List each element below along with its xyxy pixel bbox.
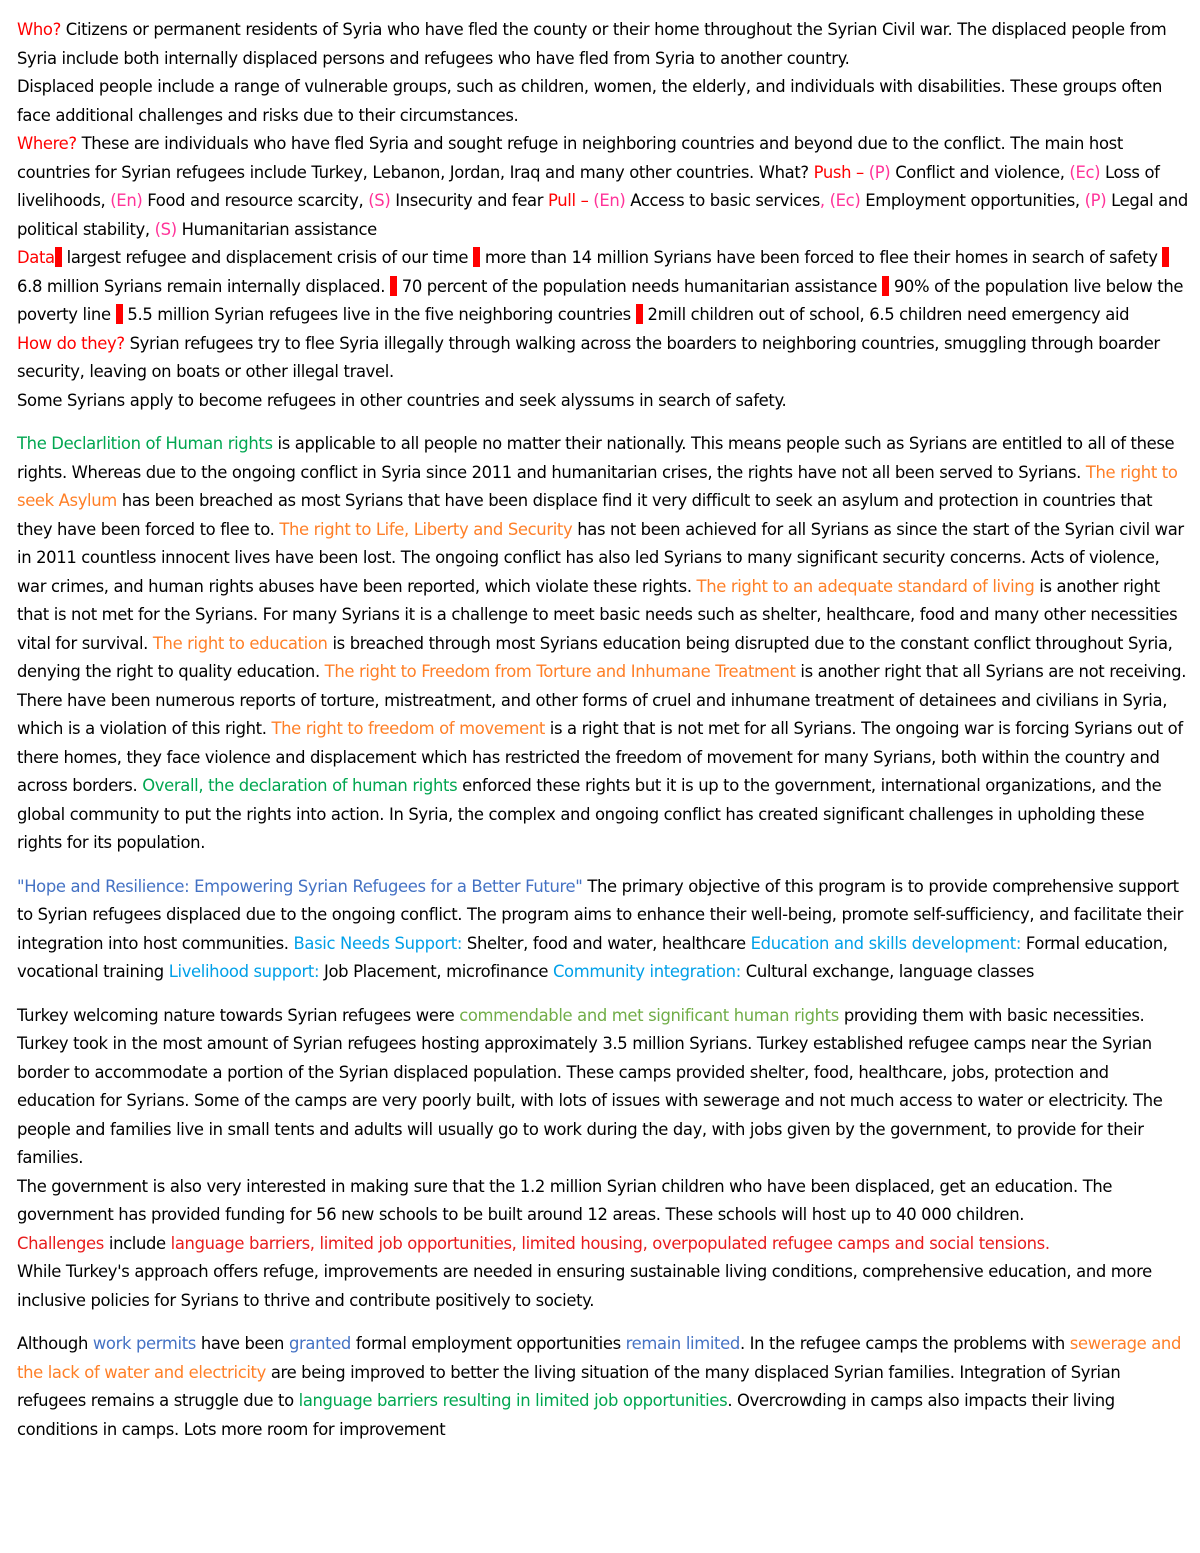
right-movement: The right to freedom of movement bbox=[271, 719, 545, 738]
conclusion-highlight: remain limited bbox=[625, 1334, 740, 1353]
push-tag: (S) bbox=[368, 191, 391, 210]
human-rights-paragraph bbox=[17, 430, 1189, 858]
how-text: Syrian refugees try to flee Syria illegally through walking across the boarders to neighboring countries, smuggling through boarder security, leaving on boats or other illegal travel. bbox=[17, 333, 1160, 381]
push-item: Loss of livelihoods, bbox=[17, 162, 1160, 210]
how-paragraph bbox=[17, 330, 1189, 387]
right-education: The right to education bbox=[152, 633, 328, 653]
rights-text: has been breached as most Syrians that have been displace find it very difficult to seek an asylum and protection in countries that they have been forced to flee to. bbox=[17, 491, 1153, 539]
pull-tag: (P) bbox=[1084, 191, 1107, 210]
highlight-mark bbox=[116, 304, 123, 324]
rights-heading: The Declarlition of Human rights bbox=[17, 434, 273, 453]
highlight-mark bbox=[473, 247, 480, 267]
data-label: Data bbox=[17, 248, 55, 267]
pull-item: Legal and political stability, bbox=[17, 191, 1188, 239]
where-paragraph bbox=[17, 130, 1189, 244]
pull-tag: , (Ec) bbox=[819, 191, 861, 210]
how-paragraph-2 bbox=[17, 387, 1189, 416]
program-paragraph bbox=[17, 873, 1189, 987]
program-text: Formal education, vocational training bbox=[17, 933, 1168, 981]
data-item: 5.5 million Syrian refugees live in the five neighboring countries bbox=[122, 305, 636, 324]
program-text: The primary objective of this program is to provide comprehensive support to Syrian refugees displaced due to the ongoing conflict. The program aims to enhance their well-being, promote self-sufficiency, and facilitate their integration into host communities. bbox=[17, 876, 1184, 953]
where-label: Where? bbox=[17, 134, 77, 153]
conclusion-text: . In the refugee camps the problems with bbox=[739, 1334, 1070, 1353]
highlight-mark bbox=[882, 276, 889, 296]
turkey-text: The government is also very interested in making sure that the 1.2 million Syrian children who have been displaced, get an education. The government has provided funding for 56 new schools to be built around 12 areas. These schools will host up to 40 000 children. bbox=[17, 1176, 1113, 1224]
highlight-mark bbox=[636, 304, 643, 324]
right-torture: The right to Freedom from Torture and Inhumane Treatment bbox=[324, 662, 796, 681]
rights-text: has not been achieved for all Syrians as since the start of the Syrian civil war in 2011 countless innocent lives have been lost. The ongoing conflict has also led Syrians to many significant security concerns. Acts of violence, war crimes, and human rights abuses have been reported, which violate these rights. bbox=[17, 519, 1184, 596]
challenges-label: Challenges bbox=[17, 1233, 104, 1253]
push-item: Insecurity and fear bbox=[390, 191, 549, 210]
how-label: How do they? bbox=[17, 333, 125, 353]
rights-text: is a right that is not met for all Syrians. The ongoing war is forcing Syrians out of there homes, they face violence and displacement which has restricted the freedom of movement for many Syrians, both within the country and across borders. bbox=[17, 719, 1183, 795]
right-living: The right to an adequate standard of living bbox=[696, 576, 1035, 596]
push-item: Conflict and violence, bbox=[890, 162, 1070, 182]
data-item: 70 percent of the population needs humanitarian assistance bbox=[396, 276, 882, 296]
turkey-paragraph bbox=[17, 1002, 1189, 1173]
data-item: 90% of the population live below the poverty line bbox=[17, 276, 1184, 324]
pull-tag: (En) bbox=[593, 191, 626, 210]
turkey-text: While Turkey's approach offers refuge, improvements are needed in ensuring sustainable living conditions, comprehensive education, and more inclusive policies for Syrians to thrive and contribute positively to society. bbox=[17, 1262, 1152, 1310]
conclusion-text: . Overcrowding in camps also impacts their living conditions in camps. Lots more room for improvement bbox=[17, 1391, 1115, 1439]
right-asylum: The right to seek Asylum bbox=[17, 462, 1178, 510]
conclusion-orange: sewerage and the lack of water and electricity bbox=[17, 1334, 1182, 1382]
challenges-list: language barriers, limited job opportunities, limited housing, overpopulated refugee camps and social tensions. bbox=[170, 1233, 1050, 1253]
turkey-text: Turkey welcoming nature towards Syrian refugees were bbox=[17, 1005, 460, 1025]
right-life: The right to Life, Liberty and Security bbox=[279, 519, 573, 539]
program-heading: Education and skills development: bbox=[750, 933, 1022, 953]
program-text: Shelter, food and water, healthcare bbox=[462, 933, 751, 953]
data-item: largest refugee and displacement crisis of our time bbox=[61, 248, 474, 267]
highlight-mark bbox=[1162, 247, 1169, 267]
pull-item: Humanitarian assistance bbox=[176, 219, 377, 239]
turkey-text: providing them with basic necessities. Turkey took in the most amount of Syrian refugees hosting approximately 3.5 million Syrians. Turkey established refugee camps near the Syrian border to accommodate a portion of the Syrian displaced population. These camps provided shelter, food, healthcare, jobs, protection and education for Syrians. Some of the camps are very poorly built, with lots of issues with sewerage and not much access to water or electricity. The people and families live in small tents and adults will usually go to work during the day, with jobs given by the government, to provide for their families. bbox=[17, 1005, 1163, 1167]
conclusion-green: language barriers resulting in limited job opportunities bbox=[298, 1391, 728, 1410]
program-heading: Basic Needs Support: bbox=[293, 933, 463, 953]
conclusion-paragraph bbox=[17, 1330, 1189, 1444]
turkey-paragraph-2 bbox=[17, 1173, 1189, 1230]
conclusion-text: are being improved to better the living situation of the many displaced Syrian families. Integration of Syrian refugees remains a struggle due to bbox=[17, 1362, 1121, 1410]
conclusion-text: formal employment opportunities bbox=[350, 1334, 626, 1353]
highlight-mark bbox=[55, 247, 62, 267]
who-text: Citizens or permanent residents of Syria who have fled the county or their home throughout the Syrian Civil war. The displaced people from Syria include both internally displaced persons and refugees who have fled from Syria to another country. bbox=[17, 20, 1167, 68]
program-heading: Livelihood support: bbox=[168, 962, 320, 981]
push-item: Food and resource scarcity, bbox=[142, 191, 369, 210]
highlight-mark bbox=[390, 276, 397, 296]
who-text-2: Displaced people include a range of vulnerable groups, such as children, women, the elderly, and individuals with disabilities. These groups often face additional challenges and risks due to their circumstances. bbox=[17, 77, 1163, 125]
data-paragraph bbox=[17, 244, 1189, 330]
turkey-highlight: commendable and met significant human rights bbox=[459, 1005, 839, 1025]
push-tag: (P) bbox=[868, 162, 891, 182]
data-item: more than 14 million Syrians have been forced to flee their homes in search of safety bbox=[480, 248, 1163, 267]
data-item: 2mill children out of school, 6.5 children need emergency aid bbox=[642, 305, 1130, 324]
conclusion-highlight: granted bbox=[288, 1334, 351, 1353]
conclusion-text: have been bbox=[195, 1334, 289, 1353]
rights-text: is another right that all Syrians are not receiving. There have been numerous reports of torture, mistreatment, and other forms of cruel and inhumane treatment of detainees and civilians in Syria, which is a violation of this right. bbox=[17, 662, 1187, 738]
program-heading: Community integration: bbox=[552, 962, 741, 981]
challenges-paragraph bbox=[17, 1230, 1189, 1259]
how-text-2: Some Syrians apply to become refugees in other countries and seek alyssums in search of safety. bbox=[17, 390, 787, 410]
who-paragraph bbox=[17, 16, 1189, 73]
pull-label: Pull – bbox=[548, 191, 594, 210]
program-text: Job Placement, microfinance bbox=[319, 962, 553, 981]
pull-tag: (S) bbox=[154, 219, 177, 239]
who-label: Who? bbox=[17, 20, 61, 39]
program-text: Cultural exchange, language classes bbox=[740, 962, 1035, 981]
push-label: Push – bbox=[813, 162, 869, 182]
program-title: "Hope and Resilience: Empowering Syrian Refugees for a Better Future" bbox=[17, 876, 583, 896]
push-tag: (En) bbox=[110, 191, 143, 210]
push-tag: (Ec) bbox=[1069, 162, 1101, 182]
rights-text: is applicable to all people no matter their nationally. This means people such as Syrians are entitled to all of these rights. Whereas due to the ongoing conflict in Syria since 2011 and humanitarian crises, the rights have not all been served to Syrians. bbox=[17, 434, 1175, 482]
pull-item: Access to basic services bbox=[625, 191, 820, 210]
conclusion-text: Although bbox=[17, 1334, 93, 1353]
rights-overall: Overall, the declaration of human rights bbox=[142, 776, 458, 795]
rights-text: enforced these rights but it is up to the government, international organizations, and the global community to put the rights into action. In Syria, the complex and ongoing conflict has created significant challenges in upholding these rights for its population. bbox=[17, 776, 1162, 852]
who-paragraph-2 bbox=[17, 73, 1189, 130]
rights-text: is another right that is not met for the Syrians. For many Syrians it is a challenge to meet basic needs such as shelter, healthcare, food and many other necessities vital for survival. bbox=[17, 576, 1178, 653]
conclusion-highlight: work permits bbox=[92, 1334, 196, 1353]
turkey-text: include bbox=[104, 1233, 171, 1253]
data-item: 6.8 million Syrians remain internally displaced. bbox=[17, 276, 390, 296]
where-text: These are individuals who have fled Syria and sought refuge in neighboring countries and beyond due to the conflict. The main host countries for Syrian refugees include Turkey, Lebanon, Jordan, Iraq and many other countries. What? bbox=[17, 134, 1123, 182]
pull-item: Employment opportunities, bbox=[860, 191, 1085, 210]
document-page bbox=[17, 16, 1189, 1444]
turkey-paragraph-3 bbox=[17, 1258, 1189, 1315]
rights-text: is breached through most Syrians education being disrupted due to the constant conflict throughout Syria, denying the right to quality education. bbox=[17, 633, 1173, 681]
